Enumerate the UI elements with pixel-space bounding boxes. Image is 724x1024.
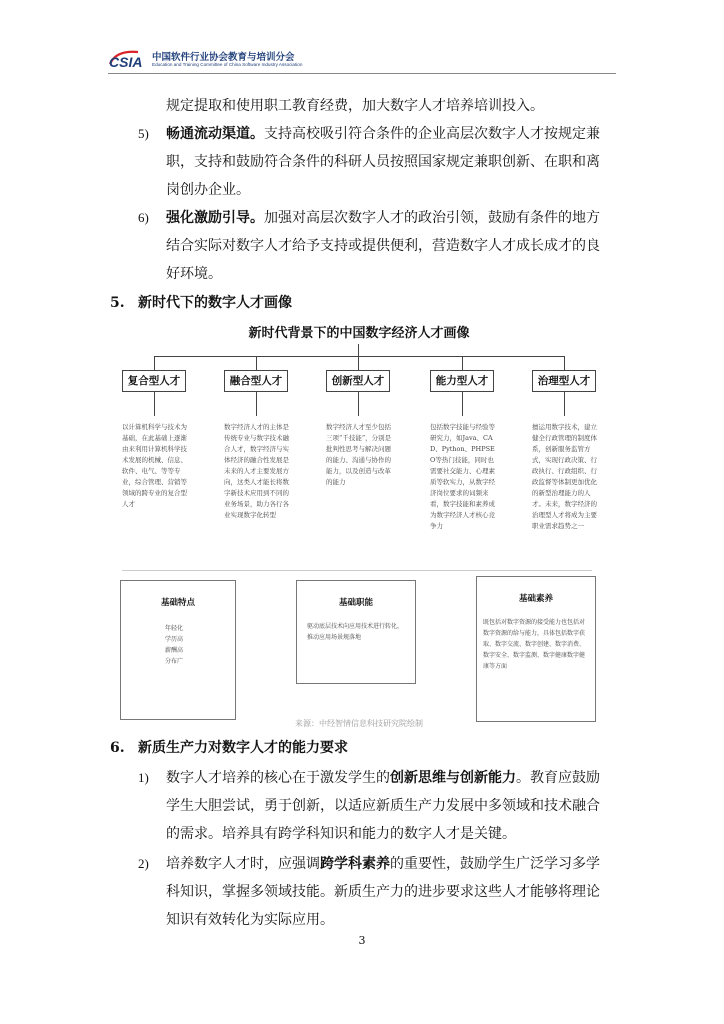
category-description: 数字经济人才至少包括三项“千技能”，分别是批判性思考与解决问题的能力、沟通与协作的能力，以及创造与改革的能力	[326, 423, 392, 486]
list-number: 2)	[138, 856, 149, 871]
list-item-line	[166, 126, 600, 142]
list-item-bold: 跨学科素养	[320, 856, 390, 872]
list-item-line: 学生大胆尝试，勇于创新，以适应新质生产力发展中多领域和技术融合	[166, 798, 600, 814]
list-number: 1)	[138, 770, 149, 785]
section-title: 新质生产力对数字人才的能力要求	[138, 740, 348, 756]
connector-line	[256, 356, 257, 370]
connector-line	[154, 356, 155, 370]
category-description: 数字经济人才的主体是传统专业与数字技术融合人才，数字经济与实体经济的融合性发展是未来的人才主要发展方向，这类人才能长将数字新技术应用到不同的业务场景，助力各行各业实现数字化转型	[224, 423, 289, 519]
category-description: 擅运用数字技术，建立健全行政管理的制度体系，创新服务监管方式，实现行政决策、行政执行、行政组织、行政监督等体制更加优化的新型治理能力的人才。未来，数字经济的治理型人才将成为主要职业需求趋势之一	[532, 423, 597, 530]
section-number: 5.	[110, 295, 125, 311]
category-innovation: 创新型人才	[326, 370, 390, 392]
box-basic-functions	[296, 580, 416, 684]
box-text: 驱动底层技术向应用技术进行转化，推动应用场景规落地	[307, 623, 404, 641]
list-item-line: 知识有效转化为实际应用。	[166, 912, 334, 928]
connector-line	[358, 356, 359, 370]
section-title: 新时代下的数字人才画像	[138, 295, 292, 311]
box-text: 既包括对数字资源的接受能力也包括对数字资源的给与能力，具体包括数字获取、数字交流、数字创建、数字消费、数字安全、数字监测、数字健康数字健康等方面	[483, 619, 586, 670]
section-number: 6.	[110, 740, 125, 756]
box-text	[165, 623, 183, 667]
figure-source: 来源：中经智情信息科技研究院绘制	[295, 719, 423, 728]
category-description: 包括数字技能与经验等研究力，如Java、CAD、Python、PHPSEO等热门技能，同时也需要社交能力、心理素质等软实力，从数字经济岗位要求的词频来看，数字技能和素养成为数字经济人才核心竞争力	[430, 423, 495, 530]
box-title: 基础素养	[518, 594, 553, 604]
category-fusion: 融合型人才	[224, 370, 288, 392]
list-item-line: 岗创办企业。	[166, 182, 250, 198]
talent-portrait-figure	[118, 318, 600, 728]
connector-line	[256, 392, 257, 416]
list-item-line: 科知识，掌握多领域技能。新质生产力的进步要求这些人才能够将理论	[166, 884, 600, 900]
header-divider	[108, 73, 616, 74]
list-item-text: 的重要性，鼓励学生广泛学习多学	[390, 856, 600, 872]
list-item-text: 支持高校吸引符合条件的企业高层次数字人才按规定兼	[264, 126, 600, 142]
list-item-line	[166, 210, 600, 226]
connector-line	[154, 392, 155, 416]
box-basic-traits	[120, 580, 236, 720]
box-title: 基础职能	[338, 598, 373, 608]
org-name-cn: 中国软件行业协会教育与培训分会	[152, 52, 295, 63]
csia-logo	[108, 48, 150, 70]
connector-line	[358, 392, 359, 416]
category-composite: 复合型人才	[122, 370, 186, 392]
list-item-line: 职，支持和鼓励符合条件的科研人员按照国家规定兼职创新、在职和离	[166, 154, 600, 170]
connector-line	[462, 392, 463, 416]
list-item-text: 培养数字人才时，应强调	[166, 856, 320, 872]
list-item-line	[166, 856, 600, 872]
connector-line	[564, 356, 565, 370]
list-item-text: 。教育应鼓励	[516, 770, 600, 786]
trait-item: 年轻化	[165, 625, 184, 632]
list-item-bold: 畅通流动渠道。	[166, 126, 264, 142]
connector-line	[358, 344, 359, 356]
list-number: 6)	[138, 210, 149, 225]
list-item-bold: 强化激励引导。	[166, 210, 264, 226]
connector-line	[154, 356, 564, 357]
connector-line	[462, 356, 463, 370]
category-governance: 治理型人才	[532, 370, 596, 392]
list-number: 5)	[138, 126, 149, 141]
category-capability: 能力型人才	[430, 370, 494, 392]
trait-item: 薪酬高	[165, 647, 184, 654]
list-item-line: 结合实际对数字人才给予支持或提供便利，营造数字人才成长成才的良	[166, 238, 600, 254]
figure-title: 新时代背景下的中国数字经济人才画像	[248, 326, 470, 341]
paragraph-line: 规定提取和使用职工教育经费，加大数字人才培养培训投入。	[166, 98, 544, 114]
list-item-line: 好环境。	[166, 266, 222, 282]
category-description: 以计算机科学与技术为基础，在此基础上逐渐由来利用计算机科学技术发展的机械、信息、软件、电气、等等专业，综合管理、营销等领域的跨专业的复合型人才	[122, 423, 187, 508]
box-title: 基础特点	[160, 598, 195, 608]
list-item-line: 的需求。培养具有跨学科知识和能力的数字人才是关键。	[166, 826, 516, 842]
org-name-en: Education and Training Committee of China Software Industry Association	[152, 62, 303, 67]
list-item-line	[166, 770, 600, 786]
trait-item: 学历高	[165, 636, 184, 643]
list-item-text: 加强对高层次数字人才的政治引领，鼓励有条件的地方	[264, 210, 600, 226]
connector-line	[564, 392, 565, 416]
box-basic-literacy	[476, 576, 596, 722]
divider	[122, 570, 592, 571]
list-item-bold: 创新思维与创新能力	[390, 770, 516, 786]
trait-item: 分布广	[165, 658, 184, 665]
page-number: 3	[358, 934, 366, 947]
svg-text:CSIA: CSIA	[109, 54, 143, 70]
list-item-text: 数字人才培养的核心在于激发学生的	[166, 770, 390, 786]
